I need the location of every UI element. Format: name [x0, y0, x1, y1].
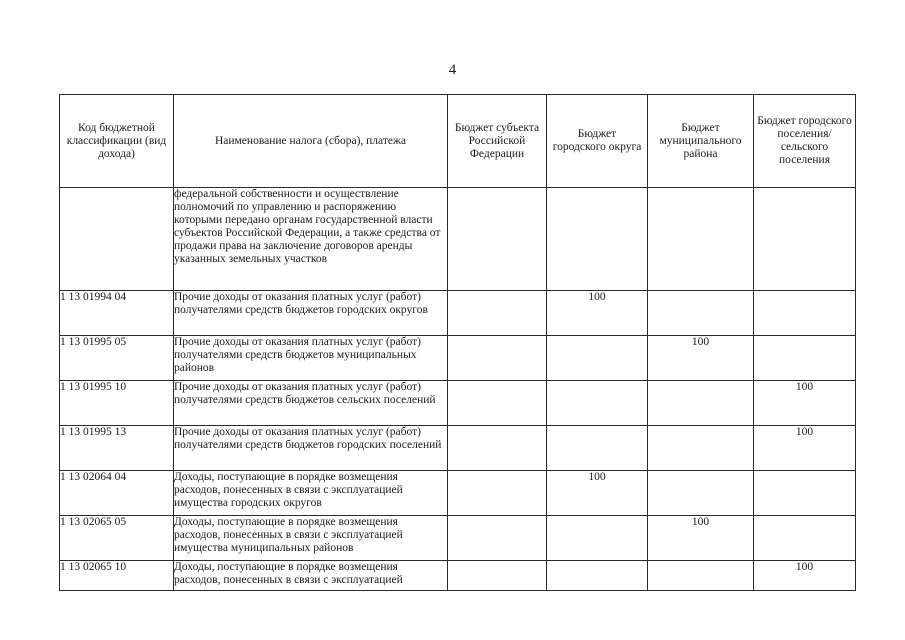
cell-subject: [448, 516, 547, 561]
cell-municipal: [648, 471, 754, 516]
cell-settlement: [754, 336, 856, 381]
cell-name: федеральной собственности и осуществление полномочий по управлению и распоряжению которыми передано органам государственной власти субъектов Российской Федерации, а также средства от продажи права на заключение договоров аренды указанных земельных участков: [174, 188, 448, 291]
cell-settlement: [754, 188, 856, 291]
cell-municipal: 100: [648, 516, 754, 561]
cell-municipal: 100: [648, 336, 754, 381]
cell-city-district: 100: [547, 291, 648, 336]
cell-municipal: [648, 561, 754, 591]
cell-name: Прочие доходы от оказания платных услуг (работ) получателями средств бюджетов городских округов: [174, 291, 448, 336]
cell-subject: [448, 381, 547, 426]
cell-city-district: [547, 426, 648, 471]
cell-name: Доходы, поступающие в порядке возмещения расходов, понесенных в связи с эксплуатацией: [174, 561, 448, 591]
header-city-district-budget: Бюджет городского округа: [547, 95, 648, 188]
cell-subject: [448, 426, 547, 471]
cell-code: 1 13 01995 13: [60, 426, 174, 471]
table-row: [60, 516, 856, 561]
cell-city-district: [547, 381, 648, 426]
table-row: [60, 426, 856, 471]
table-header-row: [60, 95, 856, 188]
cell-name: Прочие доходы от оказания платных услуг (работ) получателями средств бюджетов городских поселений: [174, 426, 448, 471]
table-row: [60, 471, 856, 516]
cell-code: 1 13 02065 05: [60, 516, 174, 561]
cell-city-district: [547, 516, 648, 561]
cell-city-district: [547, 561, 648, 591]
cell-settlement: 100: [754, 381, 856, 426]
table-row: [60, 561, 856, 591]
header-municipal-budget: Бюджет муниципального района: [648, 95, 754, 188]
cell-municipal: [648, 291, 754, 336]
cell-subject: [448, 561, 547, 591]
cell-municipal: [648, 381, 754, 426]
cell-code: 1 13 01994 04: [60, 291, 174, 336]
header-settlement-budget: Бюджет городского поселения/ сельского поселения: [754, 95, 856, 188]
cell-code: 1 13 01995 05: [60, 336, 174, 381]
header-code: Код бюджетной классификации (вид дохода): [60, 95, 174, 188]
cell-settlement: [754, 516, 856, 561]
budget-distribution-table: [59, 94, 856, 591]
table-row: [60, 381, 856, 426]
cell-subject: [448, 471, 547, 516]
cell-name: Прочие доходы от оказания платных услуг (работ) получателями средств бюджетов сельских поселений: [174, 381, 448, 426]
cell-settlement: [754, 291, 856, 336]
cell-municipal: [648, 426, 754, 471]
cell-settlement: 100: [754, 561, 856, 591]
cell-city-district: [547, 336, 648, 381]
cell-subject: [448, 291, 547, 336]
cell-name: Доходы, поступающие в порядке возмещения расходов, понесенных в связи с эксплуатацией имущества муниципальных районов: [174, 516, 448, 561]
cell-city-district: [547, 188, 648, 291]
cell-name: Прочие доходы от оказания платных услуг (работ) получателями средств бюджетов муниципальных районов: [174, 336, 448, 381]
cell-municipal: [648, 188, 754, 291]
table-row: [60, 336, 856, 381]
cell-code: 1 13 02065 10: [60, 561, 174, 591]
cell-code: 1 13 01995 10: [60, 381, 174, 426]
cell-city-district: 100: [547, 471, 648, 516]
cell-subject: [448, 188, 547, 291]
cell-code: 1 13 02064 04: [60, 471, 174, 516]
cell-name: Доходы, поступающие в порядке возмещения расходов, понесенных в связи с эксплуатацией имущества городских округов: [174, 471, 448, 516]
cell-settlement: 100: [754, 426, 856, 471]
header-name: Наименование налога (сбора), платежа: [174, 95, 448, 188]
cell-code: [60, 188, 174, 291]
cell-settlement: [754, 471, 856, 516]
cell-subject: [448, 336, 547, 381]
page-number: 4: [448, 62, 457, 78]
header-subject-budget: Бюджет субъекта Российской Федерации: [448, 95, 547, 188]
table-row: [60, 291, 856, 336]
table-row: [60, 188, 856, 291]
